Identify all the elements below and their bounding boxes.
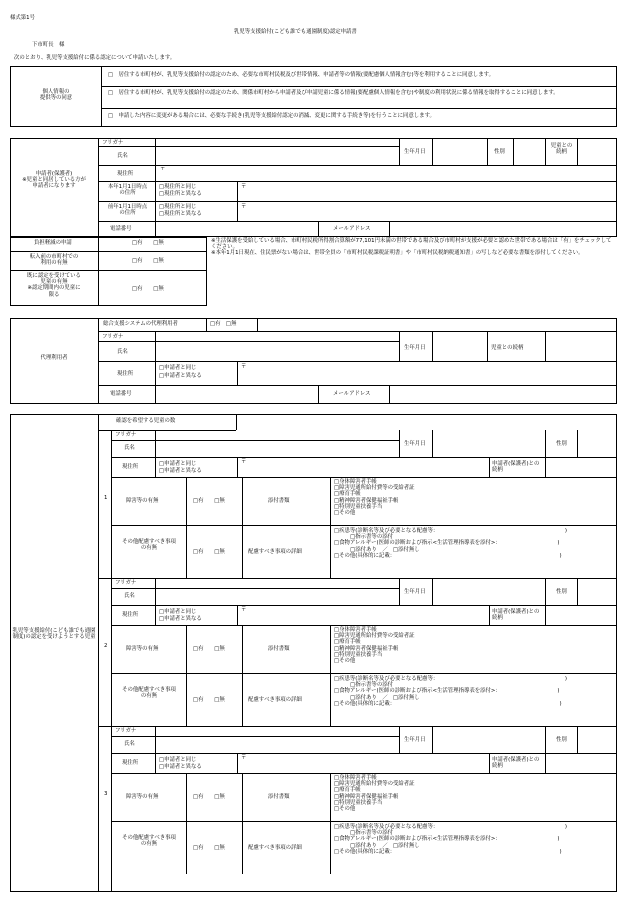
agent-email-label: メールアドレス: [333, 391, 371, 397]
applicant-birthdate-label: 生年月日: [404, 149, 426, 155]
child-1-diff[interactable]: □申請者と異なる: [159, 468, 202, 474]
child-1-bottom-line: [98, 578, 617, 579]
child-3-birthdate-label: 生年月日: [404, 737, 426, 743]
child-1-col-f: [237, 457, 238, 477]
applicant-address-label: 現住所: [117, 171, 134, 177]
child-3-furigana-label: フリガナ: [115, 728, 137, 734]
existing-label: 既に認定を受けている 児童の有無 ※認定期間内の児童に 限る: [27, 273, 81, 298]
child-1-col-g: [489, 457, 490, 477]
intro-text: 次のとおり、乳児等支援給付に係る認定について申請いたします。: [14, 55, 176, 61]
applicant-gender-label: 性別: [494, 149, 505, 155]
applicant-phone-label: 電話番号: [110, 226, 132, 232]
child-2-name-line: [111, 605, 617, 606]
child-2-birthdate-label: 生年月日: [404, 589, 426, 595]
child-3-col-e: [577, 726, 578, 753]
child-1-care-detail-label: 配慮すべき事項の詳細: [248, 549, 302, 555]
child-1-other-care-label: その他配慮すべき事項 の有無: [122, 539, 176, 552]
child-2-col-h: [545, 605, 546, 625]
child-3-attached-label: 添付書類: [268, 794, 290, 800]
child-2-attached-label: 添付書類: [268, 646, 290, 652]
moved-yes-no[interactable]: □有 □無: [132, 258, 164, 264]
burden-note: ※生活保護を受給している場合、市町村民税所得割合算額が77,101円未満の世帯である場合及び市町村が支援が必要と認めた世帯である場合は「有」をチェックしてください。 ※本年1月1日現在、住民票がない場合は、世帯全員の「市町村民税課税証明書」や「市町村民税納税通知書」の写しなど必要な書類を添付してください。: [211, 238, 612, 257]
child-1-other-care-yes-no[interactable]: □有 □無: [193, 549, 225, 555]
child-3-diff[interactable]: □申請者と異なる: [159, 764, 202, 770]
form-title: 乳児等支援給付(こども誰でも通園制度)認定申請書: [234, 29, 357, 35]
applicant-postal[interactable]: 〒: [160, 166, 166, 172]
child-3-care-detail-label: 配慮すべき事項の詳細: [248, 845, 302, 851]
applicant-jan-diff[interactable]: □現住所と異なる: [159, 191, 202, 197]
moved-label: 転入前の市町村での 利用の有無: [29, 254, 79, 267]
child-3-col-k: [330, 773, 331, 874]
child-1-docs[interactable]: □身体障害者手帳 □障害児通所給付費等の受給者証 □療育手帳 □精神障害者保健福祉手帳 □特別児童扶養手当 □その他: [334, 479, 415, 517]
child-3-other-care-label: その他配慮すべき事項 の有無: [122, 835, 176, 848]
child-2-docs[interactable]: □身体障害者手帳 □障害児通所給付費等の受給者証 □療育手帳 □精神障害者保健福祉手帳 □特別児童扶養手当 □その他: [334, 627, 415, 665]
consent-item-3[interactable]: □ 申請した内容に変更がある場合には、必要な手続き(乳児等支援給付認定の消滅、変更に関する手続き等)を行うことに同意します。: [108, 113, 435, 119]
child-3-address-label: 現住所: [122, 760, 139, 766]
child-3-same[interactable]: □申請者と同じ: [159, 757, 197, 763]
child-2-other-care-yes-no[interactable]: □有 □無: [193, 697, 225, 703]
children-label: 乳児等支援給付(こども誰でも通園制度)の認定を受けようとする児童: [12, 628, 96, 641]
child-1-address-label: 現住所: [122, 464, 139, 470]
agent-name-label: 氏名: [117, 349, 128, 355]
child-3-postal[interactable]: 〒: [241, 755, 247, 761]
child-3-col-c: [432, 726, 433, 753]
applicant-relation-label: 児童との 続柄: [550, 143, 573, 156]
existing-yes-no[interactable]: □有 □無: [132, 286, 164, 292]
agent-birthdate-label: 生年月日: [404, 345, 426, 351]
child-1-birthdate-label: 生年月日: [404, 441, 426, 447]
child-3-col-g: [489, 753, 490, 773]
applicant-prev-diff[interactable]: □現住所と異なる: [159, 211, 202, 217]
child-3-disability-yes-no[interactable]: □有 □無: [193, 794, 225, 800]
child-3-other-care-yes-no[interactable]: □有 □無: [193, 845, 225, 851]
consent-label: 個人情報の 提供等の同意: [39, 89, 73, 102]
child-3-col-f: [237, 753, 238, 773]
agent-address-label: 現住所: [117, 371, 134, 377]
addressee: 下市町長 様: [32, 42, 65, 48]
applicant-name-label: 氏名: [117, 153, 128, 159]
child-2-furigana-label: フリガナ: [115, 580, 137, 586]
child-3-col-j: [242, 773, 243, 874]
child-1-col-h: [545, 457, 546, 477]
child-3-disability-label: 障害等の有無: [126, 794, 159, 800]
child-1-attached-label: 添付書類: [268, 498, 290, 504]
child-2-col-c: [432, 578, 433, 605]
child-2-col-i: [186, 625, 187, 726]
child-1-col-j: [242, 477, 243, 578]
applicant-prev-address-label: 前年1月1日時点 の住所: [107, 204, 148, 217]
child-3-gender-label: 性別: [556, 737, 567, 743]
applicant-jan-address-label: 本年1月1日時点 の住所: [107, 184, 148, 197]
child-3-relation-label: 申請者(保護者)との続柄: [492, 757, 540, 770]
child-1-name-label: 氏名: [124, 445, 135, 451]
applicant-jan-postal[interactable]: 〒: [241, 184, 247, 190]
child-3-col-i: [186, 773, 187, 874]
applicant-jan-same[interactable]: □現住所と同じ: [159, 184, 197, 190]
child-2-disability-yes-no[interactable]: □有 □無: [193, 646, 225, 652]
consent-item-1[interactable]: □ 居住する市町村が、乳児等支援給付の認定のため、必要な市町村民税及び世帯情報、申請者等の情報(要配慮個人情報含む)等を利用することに同意します。: [108, 72, 494, 78]
child-2-gender-label: 性別: [556, 589, 567, 595]
child-2-col-a: [155, 578, 156, 625]
child-3-name-line: [111, 753, 617, 754]
child-3-col-d: [545, 726, 546, 753]
agent-furigana-label: フリガナ: [102, 334, 124, 340]
child-2-postal[interactable]: 〒: [241, 607, 247, 613]
child-3-name-label: 氏名: [124, 741, 135, 747]
child-1-disability-label: 障害等の有無: [126, 498, 159, 504]
consent-item-2[interactable]: □ 居住する市町村が、乳児等支援給付の認定のため、関係市町村から申請者及び申請児童に係る情報(要配慮個人情報を含む)や制度の利用状況に係る情報を取得することに同意します。: [108, 90, 559, 96]
agent-postal[interactable]: 〒: [241, 364, 247, 370]
child-1-care-items[interactable]: □疾患等(診断名等及び必要となる配慮等： ) □指示書等の添付 □食物アレルギー(医師の診断および指示<生活管理指導表を添付>： ) □添付あり ／ □添付無し □その他(具体的に記載： ): [334, 528, 568, 559]
child-1-number: 1: [104, 495, 108, 501]
agent-relation-label: 児童との続柄: [491, 345, 524, 351]
agent-system-user-label: 総合支援システムの代理利用者: [103, 321, 178, 327]
applicant-email-label: メールアドレス: [333, 226, 371, 232]
applicant-prev-same[interactable]: □現住所と同じ: [159, 204, 197, 210]
child-1-name-line: [111, 457, 617, 458]
child-1-col-i: [186, 477, 187, 578]
child-2-same[interactable]: □申請者と同じ: [159, 609, 197, 615]
child-2-address-label: 現住所: [122, 612, 139, 618]
child-1-furigana-label: フリガナ: [115, 432, 137, 438]
child-3-care-items[interactable]: □疾患等(診断名等及び必要となる配慮等： ) □指示書等の添付 □食物アレルギー(医師の診断および指示<生活管理指導表を添付>： ) □添付あり ／ □添付無し □その他(具体的に記載： ): [334, 824, 568, 855]
child-2-other-care-label: その他配慮すべき事項 の有無: [122, 687, 176, 700]
children-count-label: 確認を希望する児童の数: [116, 418, 176, 424]
child-1-col-k: [330, 477, 331, 578]
child-2-care-detail-label: 配慮すべき事項の詳細: [248, 697, 302, 703]
child-3-col-h: [545, 753, 546, 773]
child-2-care-items[interactable]: □疾患等(診断名等及び必要となる配慮等： ) □指示書等の添付 □食物アレルギー(医師の診断および指示<生活管理指導表を添付>： ) □添付あり ／ □添付無し □その他(具体的に記載： ): [334, 676, 568, 707]
child-1-same[interactable]: □申請者と同じ: [159, 461, 197, 467]
child-2-col-k: [330, 625, 331, 726]
child-3-col-b: [399, 726, 400, 753]
agent-label: 代理利用者: [40, 355, 68, 361]
child-2-bottom-line: [98, 726, 617, 727]
child-2-col-j: [242, 625, 243, 726]
child-1-relation-label: 申請者(保護者)との続柄: [492, 461, 540, 474]
applicant-furigana-label: フリガナ: [102, 140, 124, 146]
child-2-disability-label: 障害等の有無: [126, 646, 159, 652]
child-1-disability-yes-no[interactable]: □有 □無: [193, 498, 225, 504]
child-3-number: 3: [104, 791, 108, 797]
applicant-prev-postal[interactable]: 〒: [241, 204, 247, 210]
form-number: 様式第1号: [10, 15, 35, 21]
child-2-col-g: [489, 605, 490, 625]
child-2-col-e: [577, 578, 578, 605]
child-2-col-f: [237, 605, 238, 625]
child-1-col-d: [545, 430, 546, 457]
child-1-col-e: [577, 430, 578, 457]
child-1-gender-label: 性別: [556, 441, 567, 447]
agent-system-yes-no[interactable]: □有 □無: [210, 321, 237, 327]
agent-diff[interactable]: □申請者と異なる: [159, 373, 202, 379]
child-2-col-d: [545, 578, 546, 605]
agent-same[interactable]: □申請者と同じ: [159, 365, 197, 371]
child-2-col-b: [399, 578, 400, 605]
child-2-relation-label: 申請者(保護者)との続柄: [492, 609, 540, 622]
burden-label: 負担軽減の申請: [34, 240, 72, 246]
child-1-col-b: [399, 430, 400, 457]
applicant-label: 申請者(保護者) ※児童と同居している方が 申請者になります: [22, 171, 86, 190]
child-3-col-a: [155, 726, 156, 773]
child-1-col-c: [432, 430, 433, 457]
child-1-postal[interactable]: 〒: [241, 459, 247, 465]
agent-phone-label: 電話番号: [110, 391, 132, 397]
child-3-docs[interactable]: □身体障害者手帳 □障害児通所給付費等の受給者証 □療育手帳 □精神障害者保健福祉手帳 □特別児童扶養手当 □その他: [334, 775, 415, 813]
burden-yes-no[interactable]: □有 □無: [132, 240, 164, 246]
child-1-col-a: [155, 430, 156, 477]
child-2-diff[interactable]: □申請者と異なる: [159, 616, 202, 622]
child-2-name-label: 氏名: [124, 593, 135, 599]
child-2-number: 2: [104, 643, 108, 649]
